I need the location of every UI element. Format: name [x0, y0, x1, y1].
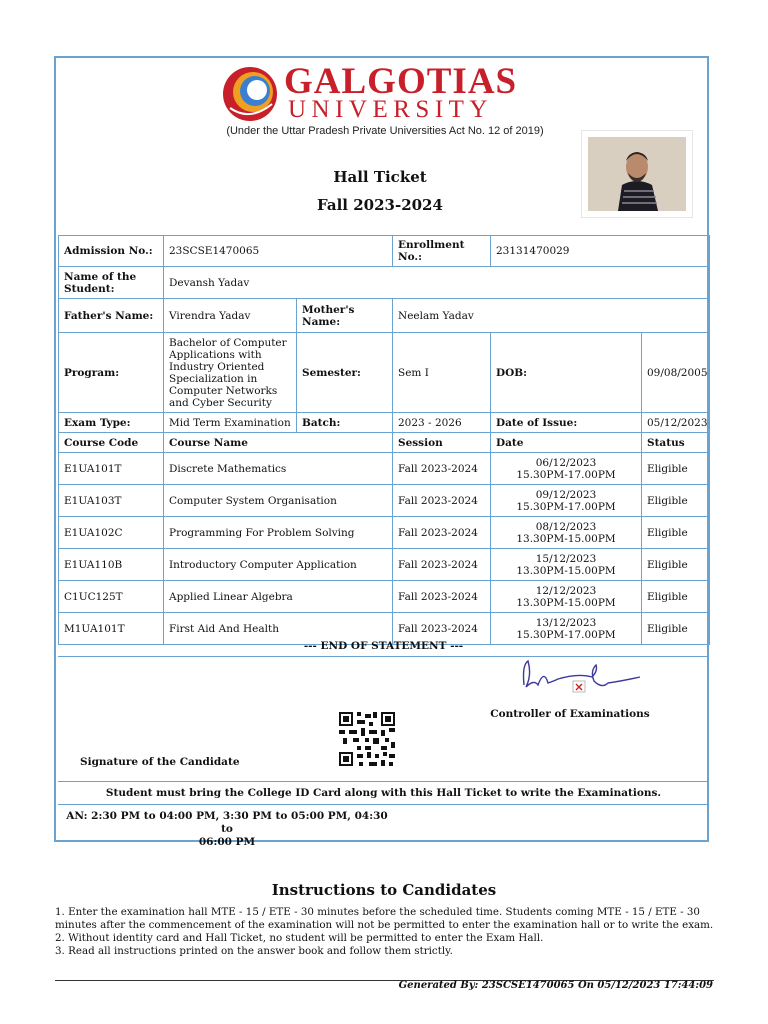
course-name: First Aid And Health — [164, 613, 393, 645]
course-status: Eligible — [642, 485, 710, 517]
course-header-row — [59, 433, 710, 453]
course-status: Eligible — [642, 613, 710, 645]
course-name: Applied Linear Algebra — [164, 581, 393, 613]
course-name: Introductory Computer Application — [164, 549, 393, 581]
col-header-name: Course Name — [164, 433, 393, 453]
list-item: 3. Read all instructions printed on the answer book and follow them strictly. — [55, 945, 453, 957]
father-name: Virendra Yadav — [164, 299, 297, 333]
course-code: E1UA102C — [59, 517, 164, 549]
qr-code-icon — [339, 712, 395, 766]
batch: 2023 - 2026 — [393, 413, 491, 433]
student-name: Devansh Yadav — [164, 267, 710, 299]
course-code: M1UA101T — [59, 613, 164, 645]
instructions-title: Instructions to Candidates — [271, 881, 497, 899]
course-date: 12/12/2023 13.30PM-15.00PM — [491, 581, 642, 613]
program-label: Program: — [59, 333, 164, 413]
controller-label: Controller of Examinations — [490, 708, 650, 720]
program: Bachelor of Computer Applications with Industry Oriented Specialization in Computer Networks and Cyber Security — [164, 333, 297, 413]
course-code: E1UA110B — [59, 549, 164, 581]
controller-signature-icon — [518, 655, 643, 695]
admission-label: Admission No.: — [59, 236, 164, 267]
col-header-status: Status — [642, 433, 710, 453]
university-logo — [220, 62, 550, 124]
university-name-line2: UNIVERSITY — [288, 96, 493, 123]
dob-label: DOB: — [491, 333, 642, 413]
student-photo — [581, 130, 693, 218]
logo-emblem-icon — [220, 64, 280, 124]
candidate-signature-label: Signature of the Candidate — [80, 756, 240, 768]
university-name-line1: GALGOTIAS — [284, 61, 518, 102]
course-code: E1UA101T — [59, 453, 164, 485]
course-session: Fall 2023-2024 — [393, 453, 491, 485]
semester-label: Semester: — [297, 333, 393, 413]
exam-type-label: Exam Type: — [59, 413, 164, 433]
course-date: 13/12/2023 15.30PM-17.00PM — [491, 613, 642, 645]
id-card-note: Student must bring the College ID Card along with this Hall Ticket to write the Examinations. — [58, 781, 709, 805]
course-status: Eligible — [642, 549, 710, 581]
course-name: Computer System Organisation — [164, 485, 393, 517]
table-row — [59, 581, 710, 613]
semester: Sem I — [393, 333, 491, 413]
course-session: Fall 2023-2024 — [393, 517, 491, 549]
course-date: 08/12/2023 13.30PM-15.00PM — [491, 517, 642, 549]
course-name: Programming For Problem Solving — [164, 517, 393, 549]
instructions-list — [55, 906, 717, 958]
student-name-label: Name of the Student: — [59, 267, 164, 299]
table-row — [59, 549, 710, 581]
table-row — [59, 485, 710, 517]
generated-by: Generated By: 23SCSE1470065 On 05/12/2023 17:44:09 — [398, 980, 713, 991]
dob: 09/08/2005 — [642, 333, 710, 413]
col-header-date: Date — [491, 433, 642, 453]
issue-date-label: Date of Issue: — [491, 413, 642, 433]
course-status: Eligible — [642, 581, 710, 613]
enrollment-label: Enrollment No.: — [393, 236, 491, 267]
table-row — [59, 517, 710, 549]
issue-date: 05/12/2023 — [642, 413, 710, 433]
hall-ticket-table — [58, 235, 710, 645]
father-name-label: Father's Name: — [59, 299, 164, 333]
page-title: Hall Ticket — [333, 168, 427, 186]
list-item: 1. Enter the examination hall MTE - 15 / ETE - 30 minutes before the scheduled time. Students coming MTE - 15 / ETE - 30 minutes after the commencement of the examination will not be permitted to enter the examination hall or to write the exam. — [55, 906, 714, 931]
mother-name: Neelam Yadav — [393, 299, 710, 333]
course-date: 06/12/2023 15.30PM-17.00PM — [491, 453, 642, 485]
course-code: E1UA103T — [59, 485, 164, 517]
enrollment-no: 23131470029 — [491, 236, 710, 267]
exam-timing-note: AN: 2:30 PM to 04:00 PM, 3:30 PM to 05:00 PM, 04:30 to 06:00 PM — [66, 810, 388, 848]
course-name: Discrete Mathematics — [164, 453, 393, 485]
term-title: Fall 2023-2024 — [317, 196, 443, 214]
end-of-statement: --- END OF STATEMENT --- — [58, 636, 709, 657]
col-header-session: Session — [393, 433, 491, 453]
admission-no: 23SCSE1470065 — [164, 236, 393, 267]
list-item: 2. Without identity card and Hall Ticket, no student will be permitted to enter the Exam Hall. — [55, 932, 544, 944]
act-note: (Under the Uttar Pradesh Private Universities Act No. 12 of 2019) — [226, 125, 544, 137]
course-date: 09/12/2023 15.30PM-17.00PM — [491, 485, 642, 517]
course-session: Fall 2023-2024 — [393, 549, 491, 581]
mother-name-label: Mother's Name: — [297, 299, 393, 333]
exam-type: Mid Term Examination — [164, 413, 297, 433]
course-status: Eligible — [642, 453, 710, 485]
table-row — [59, 453, 710, 485]
course-session: Fall 2023-2024 — [393, 581, 491, 613]
course-date: 15/12/2023 13.30PM-15.00PM — [491, 549, 642, 581]
course-session: Fall 2023-2024 — [393, 613, 491, 645]
course-status: Eligible — [642, 517, 710, 549]
col-header-code: Course Code — [59, 433, 164, 453]
course-session: Fall 2023-2024 — [393, 485, 491, 517]
batch-label: Batch: — [297, 413, 393, 433]
course-code: C1UC125T — [59, 581, 164, 613]
